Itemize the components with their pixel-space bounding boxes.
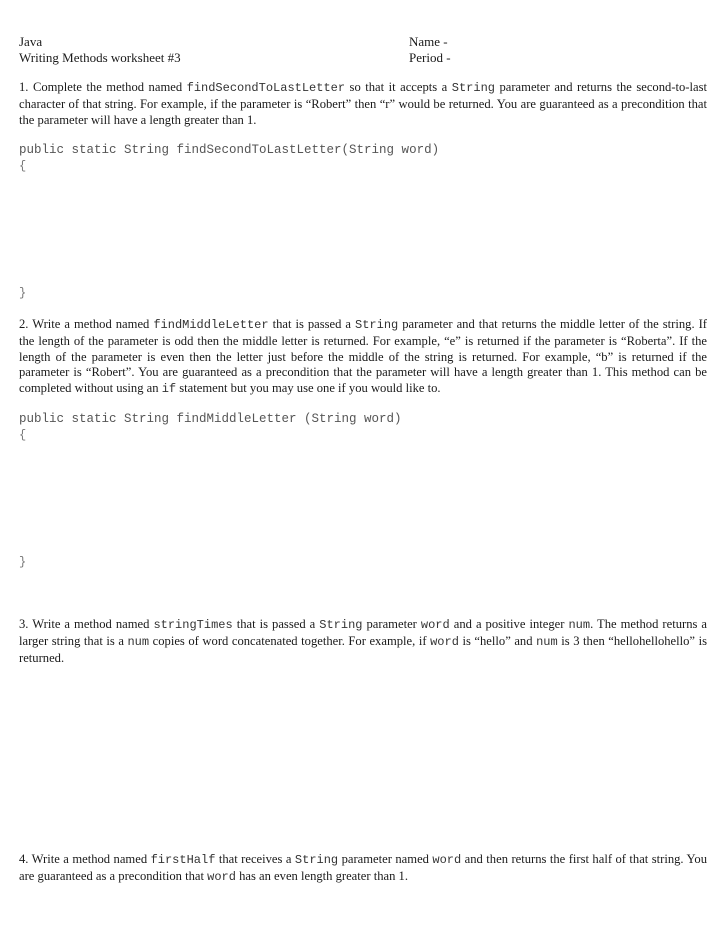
course-label: Java — [19, 34, 43, 49]
inline-code: word — [432, 853, 462, 867]
inline-code: num — [536, 634, 558, 649]
question-2-close-brace: } — [19, 555, 27, 569]
question-2-text: 2. Write a method named findMiddleLetter that is passed a String parameter and that returns the middle letter of the string. If the length of the parameter is odd then the middle letter is returned. For example, “e” is returned if the parameter is “Roberta”. If the length of the parameter is even then the letter just before the middle of the string is returned. For example, “b” is returned if the parameter is “Robert”. You are guaranteed as a precondition that the parameter will have a length greater than 1. This method can be completed without using an if statement but you may use one if you would like to. — [19, 317, 707, 397]
inline-code: stringTimes — [153, 618, 233, 632]
question-1-signature: public static String findSecondToLastLetter(String word) — [19, 143, 440, 157]
name-label: Name - — [409, 34, 448, 49]
inline-code: findSecondToLastLetter — [186, 81, 346, 95]
inline-code: word — [420, 618, 450, 632]
inline-code: String — [294, 853, 339, 867]
inline-code: String — [355, 318, 399, 332]
inline-code: num — [127, 634, 150, 649]
inline-code: String — [319, 618, 363, 632]
question-2-signature: public static String findMiddleLetter (String word) — [19, 412, 402, 426]
question-4-text: 4. Write a method named firstHalf that receives a String parameter named word and then returns the first half of that string. You are guaranteed as a precondition that word has an even length greater than 1. — [19, 852, 707, 884]
worksheet-title: Writing Methods worksheet #3 — [19, 50, 181, 65]
inline-code: findMiddleLetter — [153, 318, 269, 332]
inline-code: firstHalf — [150, 853, 216, 867]
inline-code: if — [161, 382, 177, 397]
question-1-close-brace: } — [19, 286, 27, 300]
inline-code: String — [451, 81, 495, 95]
question-2-open-brace: { — [19, 428, 27, 442]
question-1-open-brace: { — [19, 159, 27, 173]
inline-code: word — [430, 634, 459, 649]
period-label: Period - — [409, 50, 451, 65]
question-3-text: 3. Write a method named stringTimes that is passed a String parameter word and a positive integer num. The method returns a larger string that is a num copies of word concatenated together. For example, if word is “hello” and num is 3 then “hellohellohello” is returned. — [19, 617, 708, 665]
inline-code: word — [207, 869, 236, 884]
inline-code: num — [568, 618, 591, 632]
question-1-text: 1. Complete the method named findSecondToLastLetter so that it accepts a String parameter and returns the second-to-last character of that string. For example, if the parameter is “Robert” then “r” would be returned. You are guaranteed as a precondition that the parameter will have a length greater than 1. — [19, 80, 707, 127]
